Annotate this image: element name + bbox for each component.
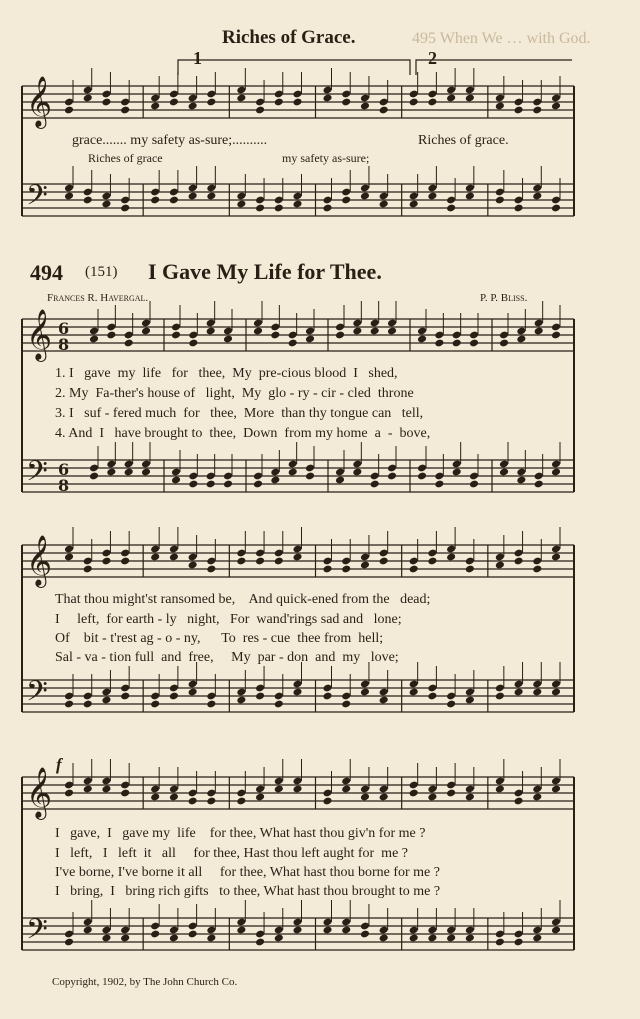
note-head	[495, 102, 505, 111]
note-head	[171, 331, 181, 340]
note-head	[341, 785, 351, 794]
note-head	[379, 557, 389, 566]
note-head	[360, 930, 370, 939]
note-head	[89, 335, 99, 344]
time-sig-bottom: 8	[58, 335, 70, 354]
note-head	[255, 204, 265, 213]
system-1-verse-3: 3. I suf - fered much for thee, More than thy tongue can tell,	[55, 406, 424, 421]
note-head	[101, 696, 111, 705]
note-head	[101, 98, 111, 107]
note-head	[532, 934, 542, 943]
note-head	[64, 700, 74, 709]
note-head	[465, 192, 475, 201]
prev-treble-lyric-1: grace....... my safety as-sure;..........	[72, 133, 268, 148]
time-sig-top: 6	[58, 319, 70, 338]
system-3-verse-3: I've borne, I've borne it all for thee, What hast thou borne for me ?	[55, 865, 440, 880]
note-head	[83, 94, 93, 103]
system-2-verse-4: Sal - va - tion full and free, My par - don and my love;	[55, 650, 399, 665]
treble-clef: 𝄞	[26, 309, 53, 360]
note-head	[409, 688, 419, 697]
note-head	[223, 335, 233, 344]
note-head	[236, 94, 246, 103]
note-head	[322, 94, 332, 103]
note-head	[270, 331, 280, 340]
prev-bass-lyric-2: my safety as-sure;	[282, 151, 370, 165]
note-head	[341, 196, 351, 205]
note-head	[379, 200, 389, 209]
note-head	[341, 926, 351, 935]
bass-clef: 𝄢	[26, 913, 48, 953]
note-head	[236, 696, 246, 705]
note-head	[206, 98, 216, 107]
system-2-verse-3: Of bit - t'rest ag - o - ny, To res - cue thee from hell;	[55, 631, 384, 646]
note-head	[169, 196, 179, 205]
note-head	[150, 793, 160, 802]
note-head	[499, 468, 509, 477]
note-head	[360, 688, 370, 697]
note-head	[532, 106, 542, 115]
note-head	[379, 696, 389, 705]
note-head	[427, 557, 437, 566]
note-head	[64, 789, 74, 798]
note-head	[305, 335, 315, 344]
note-head	[206, 480, 216, 489]
note-head	[150, 102, 160, 111]
note-head	[551, 553, 561, 562]
hymn-title: I Gave My Life for Thee.	[148, 259, 382, 284]
note-head	[253, 480, 263, 489]
system-3-verse-2: I left, I left it all for thee, Hast thou left aught for me ?	[55, 846, 409, 861]
note-head	[379, 934, 389, 943]
ending-1-label: 1	[193, 48, 202, 68]
note-head	[469, 339, 479, 348]
note-head	[253, 327, 263, 336]
note-head	[379, 106, 389, 115]
note-head	[335, 331, 345, 340]
note-head	[188, 102, 198, 111]
note-head	[236, 200, 246, 209]
note-head	[341, 565, 351, 574]
note-head	[495, 785, 505, 794]
note-head	[236, 557, 246, 566]
note-head	[274, 557, 284, 566]
note-head	[270, 476, 280, 485]
note-head	[446, 700, 456, 709]
note-head	[141, 327, 151, 336]
note-head	[83, 565, 93, 574]
note-head	[446, 553, 456, 562]
note-head	[188, 339, 198, 348]
note-head	[236, 926, 246, 935]
note-head	[360, 793, 370, 802]
note-head	[169, 793, 179, 802]
note-head	[465, 934, 475, 943]
note-head	[305, 472, 315, 481]
treble-clef: 𝄞	[26, 767, 53, 818]
note-head	[292, 926, 302, 935]
note-head	[288, 339, 298, 348]
note-head	[446, 789, 456, 798]
note-head	[532, 565, 542, 574]
note-head	[120, 692, 130, 701]
note-head	[292, 200, 302, 209]
note-head	[322, 692, 332, 701]
note-head	[514, 106, 524, 115]
note-head	[120, 204, 130, 213]
note-head	[335, 476, 345, 485]
note-head	[514, 938, 524, 947]
note-head	[322, 565, 332, 574]
note-head	[551, 331, 561, 340]
note-head	[255, 793, 265, 802]
note-head	[532, 793, 542, 802]
volta-bracket	[416, 60, 572, 75]
hymn-composer: P. P. Bliss.	[480, 292, 528, 304]
note-head	[532, 192, 542, 201]
note-head	[206, 797, 216, 806]
note-head	[223, 480, 233, 489]
system-1-verse-1: 1. I gave my life for thee, My pre-cious blood I shed,	[55, 366, 398, 381]
note-head	[446, 934, 456, 943]
treble-clef: 𝄞	[26, 76, 53, 127]
note-head	[292, 98, 302, 107]
note-head	[83, 785, 93, 794]
note-head	[255, 938, 265, 947]
note-head	[169, 98, 179, 107]
note-head	[124, 468, 134, 477]
note-head	[83, 926, 93, 935]
note-head	[206, 192, 216, 201]
note-head	[341, 98, 351, 107]
note-head	[499, 339, 509, 348]
note-head	[101, 785, 111, 794]
note-head	[352, 327, 362, 336]
note-head	[534, 480, 544, 489]
note-head	[360, 561, 370, 570]
note-head	[469, 480, 479, 489]
copyright: Copyright, 1902, by The John Church Co.	[52, 976, 238, 988]
note-head	[551, 785, 561, 794]
volta-bracket	[178, 60, 410, 75]
note-head	[64, 553, 74, 562]
note-head	[551, 102, 561, 111]
note-head	[434, 339, 444, 348]
note-head	[370, 480, 380, 489]
note-head	[150, 700, 160, 709]
note-head	[274, 934, 284, 943]
time-sig-bottom: 8	[58, 476, 70, 495]
hymn-number: 494	[30, 260, 63, 285]
note-head	[150, 930, 160, 939]
note-head	[514, 557, 524, 566]
note-head	[551, 468, 561, 477]
note-head	[292, 785, 302, 794]
note-head	[292, 688, 302, 697]
note-head	[446, 204, 456, 213]
note-head	[188, 480, 198, 489]
note-head	[101, 934, 111, 943]
note-head	[322, 204, 332, 213]
note-head	[446, 94, 456, 103]
note-head	[360, 102, 370, 111]
note-head	[169, 934, 179, 943]
note-head	[101, 557, 111, 566]
bass-clef: 𝄢	[26, 179, 48, 219]
note-head	[255, 106, 265, 115]
note-head	[64, 938, 74, 947]
hymn-alt-number: (151)	[85, 264, 118, 280]
note-head	[150, 553, 160, 562]
note-head	[427, 192, 437, 201]
note-head	[292, 553, 302, 562]
ending-2-label: 2	[428, 48, 437, 68]
note-head	[495, 692, 505, 701]
note-head	[206, 327, 216, 336]
note-head	[188, 797, 198, 806]
note-head	[322, 797, 332, 806]
note-head	[83, 196, 93, 205]
note-head	[64, 192, 74, 201]
note-head	[124, 339, 134, 348]
note-head	[514, 797, 524, 806]
note-head	[322, 926, 332, 935]
note-head	[120, 789, 130, 798]
note-head	[534, 327, 544, 336]
note-head	[427, 692, 437, 701]
hymn-author: Frances R. Havergal.	[47, 292, 149, 304]
note-head	[452, 339, 462, 348]
note-head	[465, 565, 475, 574]
note-head	[465, 94, 475, 103]
note-head	[188, 561, 198, 570]
prev-bass-lyric-1: Riches of grace	[88, 151, 163, 165]
note-head	[169, 553, 179, 562]
note-head	[188, 688, 198, 697]
note-head	[169, 692, 179, 701]
note-head	[495, 561, 505, 570]
note-head	[551, 688, 561, 697]
note-head	[255, 557, 265, 566]
note-head	[427, 934, 437, 943]
time-sig-top: 6	[58, 460, 70, 479]
note-head	[427, 98, 437, 107]
note-head	[427, 793, 437, 802]
note-head	[409, 565, 419, 574]
note-head	[89, 472, 99, 481]
note-head	[255, 692, 265, 701]
system-2-verse-1: That thou might'st ransomed be, And quick-ened from the dead;	[55, 592, 431, 607]
note-head	[188, 192, 198, 201]
prev-hymn-title: Riches of Grace.	[222, 27, 356, 48]
note-head	[106, 468, 116, 477]
note-head	[83, 700, 93, 709]
note-head	[360, 192, 370, 201]
system-1-verse-4: 4. And I have brought to thee, Down from my home a - bove,	[55, 426, 431, 441]
system-3-verse-1: I gave, I gave my life for thee, What hast thou giv'n for me ?	[55, 826, 426, 841]
note-head	[206, 565, 216, 574]
treble-clef: 𝄞	[26, 535, 53, 586]
dynamic-mark: f	[56, 755, 62, 774]
note-head	[370, 327, 380, 336]
note-head	[495, 938, 505, 947]
system-1-verse-2: 2. My Fa-ther's house of light, My glo - ry - cir - cled throne	[55, 386, 414, 401]
note-head	[206, 934, 216, 943]
note-head	[106, 331, 116, 340]
note-head	[514, 688, 524, 697]
note-head	[274, 98, 284, 107]
note-head	[417, 335, 427, 344]
note-head	[452, 468, 462, 477]
note-head	[551, 926, 561, 935]
note-head	[274, 785, 284, 794]
note-head	[120, 934, 130, 943]
note-head	[101, 200, 111, 209]
note-head	[171, 476, 181, 485]
note-head	[465, 793, 475, 802]
note-head	[516, 476, 526, 485]
note-head	[387, 472, 397, 481]
note-head	[409, 934, 419, 943]
note-head	[341, 700, 351, 709]
note-head	[409, 789, 419, 798]
note-head	[188, 930, 198, 939]
note-head	[236, 797, 246, 806]
note-head	[495, 196, 505, 205]
note-head	[516, 335, 526, 344]
note-head	[409, 200, 419, 209]
note-head	[274, 204, 284, 213]
note-head	[352, 468, 362, 477]
note-head	[120, 106, 130, 115]
note-head	[417, 472, 427, 481]
note-head	[150, 196, 160, 205]
note-head	[120, 557, 130, 566]
bleed-through-header: 495 When We … with God.	[412, 30, 591, 47]
note-head	[532, 688, 542, 697]
system-3-verse-4: I bring, I bring rich gifts to thee, What hast thou brought to me ?	[55, 884, 441, 899]
note-head	[514, 204, 524, 213]
note-head	[141, 468, 151, 477]
note-head	[551, 204, 561, 213]
note-head	[434, 480, 444, 489]
bass-clef: 𝄢	[26, 675, 48, 715]
system-2-verse-2: I left, for earth - ly night, For wand'rings sad and lone;	[55, 612, 402, 627]
note-head	[409, 98, 419, 107]
note-head	[379, 793, 389, 802]
prev-treble-lyric-2: Riches of grace.	[418, 133, 509, 148]
note-head	[64, 106, 74, 115]
bass-clef: 𝄢	[26, 455, 48, 495]
note-head	[465, 696, 475, 705]
note-head	[274, 700, 284, 709]
note-head	[387, 327, 397, 336]
note-head	[206, 700, 216, 709]
note-head	[288, 468, 298, 477]
